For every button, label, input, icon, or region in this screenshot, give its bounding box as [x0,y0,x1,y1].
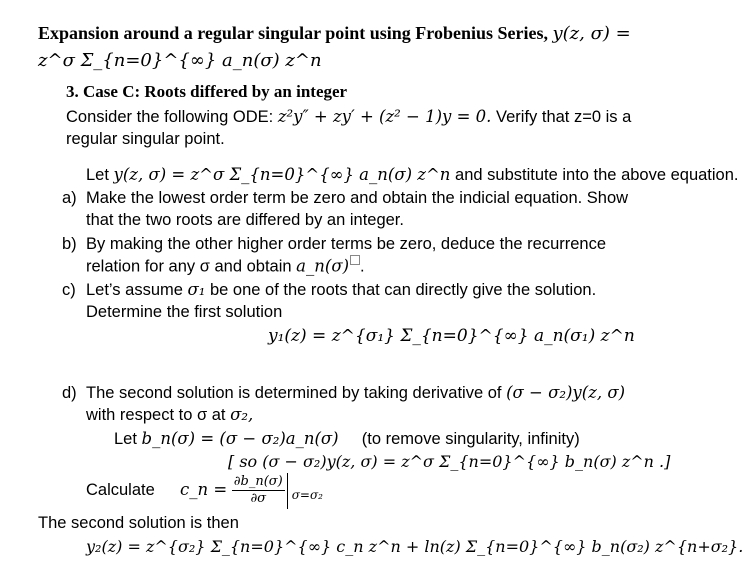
title-series-lhs: y(z, σ) = [552,23,631,44]
case-line1-tail: Verify that z=0 is a [496,108,632,126]
part-d-line2-prefix: with respect to σ at [86,406,226,424]
let-bn-prefix: Let [114,430,137,448]
part-d-letter: d) [62,384,77,402]
part-c-line1-tail: be one of the roots that can directly give the solution. [210,281,597,299]
calculate-line [86,470,328,510]
part-b-text: By making the other higher order terms be zero, deduce the recurrence relation for any σ and obtain a_n(σ) . [86,235,607,276]
part-c-text [86,279,666,323]
y2-equation: y₂(z) = z^{σ₂} Σ_{n=0}^{∞} c_n z^n + ln(z) Σ_{n=0}^{∞} b_n(σ₂) z^{n+σ₂}. [86,537,743,556]
part-d-line2-math: σ₂, [230,405,254,424]
part-c-line1-prefix: Let’s assume [86,281,183,299]
title [38,20,631,74]
case-line1: Consider the following ODE: [66,108,274,126]
case-heading: 3. Case C: Roots differed by an integer [66,82,348,101]
intro-series: y(z, σ) = z^σ Σ_{n=0}^{∞} a_n(σ) z^n [113,165,451,184]
part-a-line1: Make the lowest order term be zero and obtain the indicial equation. Show [86,189,629,207]
part-d-line1-prefix: The second solution is determined by taking derivative of [86,384,502,402]
eval-at: σ=σ₂ [291,487,323,502]
part-a-text [86,187,666,231]
part-d-line1-math: (σ − σ₂)y(z, σ) [506,383,626,402]
intro-let: Let [86,166,109,184]
part-b-line2-prefix: relation for any σ and obtain [86,257,292,276]
part-a-line2: that the two roots are differed by an integer. [86,211,404,229]
part-d-text [86,382,686,426]
part-c-letter: c) [62,281,76,299]
part-c-line1-math: σ₁ [187,280,206,299]
cn-fraction-denominator: ∂σ [250,491,267,507]
y1-equation: y₁(z) = z^{σ₁} Σ_{n=0}^{∞} a_n(σ₁) z^n [268,326,635,346]
placeholder-box-icon [350,255,360,265]
closing-text: The second solution is then [38,514,239,532]
so-line: [ so (σ − σ₂)y(z, σ) = z^σ Σ_{n=0}^{∞} b_n(σ) z^n .] [228,452,671,471]
part-b-line2-math: a_n(σ) [296,256,350,276]
part-b-letter: b) [62,235,77,253]
intro-line [86,164,739,186]
cn-fraction-numerator: ∂b_n(σ) [233,474,283,490]
intro-tail: and substitute into the above equation. [455,166,739,184]
let-bn-note: (to remove singularity, infinity) [361,430,580,448]
let-bn-line [114,428,580,450]
case-line2: regular singular point. [66,130,225,148]
part-c-line2: Determine the first solution [86,303,283,321]
part-a-letter: a) [62,189,77,207]
title-series-rhs: z^σ Σ_{n=0}^{∞} a_n(σ) z^n [38,50,322,71]
cn-fraction [232,474,285,507]
title-text: Expansion around a regular singular point using Frobenius Series, [38,23,548,43]
part-b-line1: By making the other higher order terms be zero, deduce the recurrence [86,235,607,253]
cn-lhs: c_n = [179,480,228,499]
evaluation-bar [287,473,328,509]
let-bn-math: b_n(σ) = (σ − σ₂)a_n(σ) [141,429,339,448]
case-description [66,106,631,150]
case-ode: z²y″ + zy′ + (z² − 1)y = 0. [277,107,492,126]
calculate-label: Calculate [86,481,155,499]
